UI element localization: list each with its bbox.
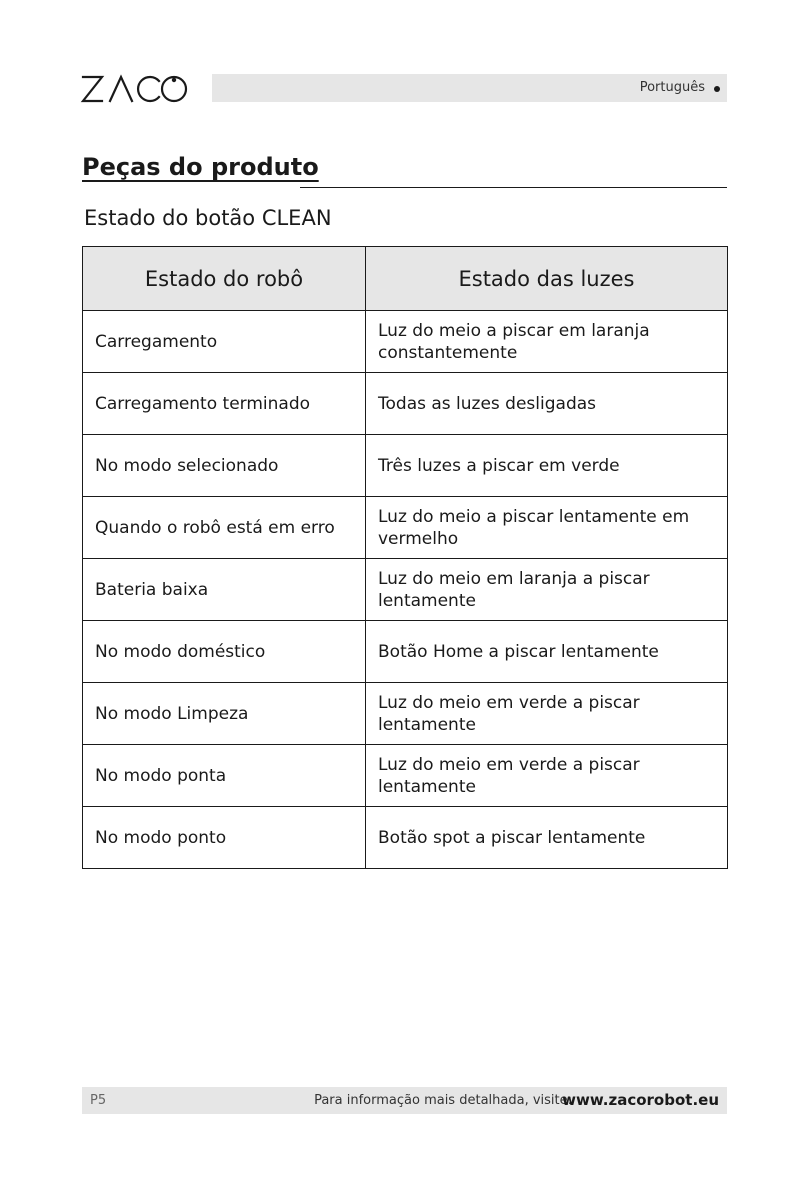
robot-state-cell: No modo Limpeza [83,683,366,745]
robot-state-cell: Carregamento terminado [83,373,366,435]
table-header-row [83,247,728,311]
column-header-light-state: Estado das luzes [366,247,728,311]
robot-state-cell: No modo selecionado [83,435,366,497]
page-footer [82,1087,727,1114]
light-state-cell: Três luzes a piscar em verde [366,435,728,497]
robot-state-cell: Carregamento [83,311,366,373]
bullet-icon [714,86,720,92]
language-label: Português [639,80,705,95]
robot-state-cell: Bateria baixa [83,559,366,621]
table-row [83,311,728,373]
light-state-cell: Todas as luzes desligadas [366,373,728,435]
table-row [83,559,728,621]
table-row [83,373,728,435]
section-divider [300,187,727,188]
robot-state-cell: Quando o robô está em erro [83,497,366,559]
table-row [83,807,728,869]
status-table [82,246,728,869]
table-row [83,745,728,807]
table-row [83,497,728,559]
zaco-logo [80,68,190,108]
subtitle: Estado do botão CLEAN [84,206,332,230]
language-bar [212,74,727,102]
column-header-robot-state: Estado do robô [83,247,366,311]
light-state-cell: Luz do meio a piscar lentamente em vermelho [366,497,728,559]
robot-state-cell: No modo ponto [83,807,366,869]
light-state-cell: Luz do meio em laranja a piscar lentamente [366,559,728,621]
light-state-cell: Botão Home a piscar lentamente [366,621,728,683]
table-row [83,435,728,497]
light-state-cell: Luz do meio em verde a piscar lentamente [366,745,728,807]
table-row [83,621,728,683]
page-number: P5 [90,1093,107,1108]
light-state-cell: Luz do meio a piscar em laranja constantemente [366,311,728,373]
footer-info-text: Para informação mais detalhada, visite: [314,1093,572,1108]
robot-state-cell: No modo ponta [83,745,366,807]
light-state-cell: Luz do meio em verde a piscar lentamente [366,683,728,745]
table-row [83,683,728,745]
section-title: Peças do produto [82,153,319,181]
robot-state-cell: No modo doméstico [83,621,366,683]
light-state-cell: Botão spot a piscar lentamente [366,807,728,869]
website-link[interactable]: www.zacorobot.eu [562,1091,719,1109]
